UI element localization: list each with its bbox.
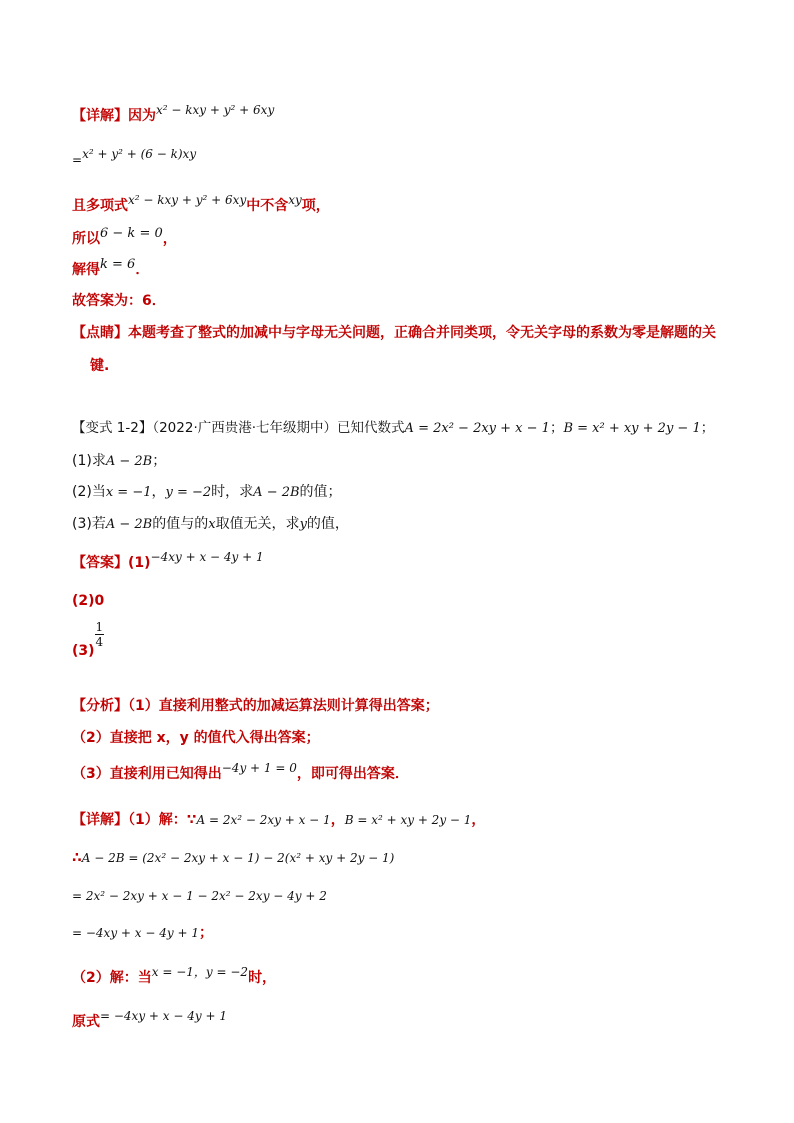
answer-a3 [72, 620, 104, 659]
detail2-l5-b: 时， [248, 970, 277, 986]
detail2-line4 [72, 923, 213, 943]
answer-tag: 【答案】 [72, 555, 128, 571]
detail1-line3-expr: x² − kxy + y² + 6xy [128, 193, 247, 207]
variant-end: ； [700, 420, 715, 436]
analysis-p3 [72, 761, 409, 784]
detail1-line2 [72, 147, 197, 170]
detail1-line6: 故答案为：6． [72, 293, 166, 309]
detail1-line5-a: 解得 [72, 262, 100, 278]
analysis-p2: （2）直接把 x，y 的值代入得出答案； [72, 730, 320, 746]
detail2-line5 [72, 965, 277, 988]
detail2-l4-end: ； [198, 925, 213, 941]
detail1-line3-c: 项， [301, 198, 330, 214]
variant-tag: 【变式 1-2】 [72, 420, 153, 436]
variant-q3-b: 的值与的 [152, 516, 209, 532]
variant-q3-d: 的值， [306, 516, 349, 532]
variant-q1 [72, 451, 166, 472]
variant-q1-a: (1)求 [72, 453, 106, 469]
detail1-intro: 因为 [128, 108, 156, 124]
answer-a1-label: (1) [128, 555, 151, 571]
detail2-l1-end: ， [471, 812, 486, 828]
variant-q3-y: y [299, 517, 307, 532]
detail2-l5-comma: ， [193, 965, 206, 979]
detail2-line3 [72, 886, 327, 906]
variant-q2 [72, 482, 342, 503]
detail2-l6-expr: = −4xy + x − 4y + 1 [100, 1009, 227, 1023]
answer-a3-fraction [95, 620, 105, 649]
variant-q3 [72, 514, 349, 535]
variant-q3-c: 取值无关，求 [215, 516, 300, 532]
detail1-line3-a: 且多项式 [72, 198, 128, 214]
variant-q1-b: ； [152, 453, 167, 469]
detail2-l6-a: 原式 [72, 1014, 100, 1030]
dianjing-text-1: 本题考查了整式的加减中与字母无关问题，正确合并同类项，令无关字母的系数为零是解题的关 [128, 325, 716, 341]
answer-a1-expr: −4xy + x − 4y + 1 [150, 550, 264, 564]
variant-q2-b: 时，求 [211, 484, 254, 500]
detail2-line6 [72, 1009, 227, 1032]
answer-line1 [72, 550, 264, 573]
variant-a-expr: A = 2x² − 2xy + x − 1 [404, 421, 550, 436]
detail2-l1-a: （1）解：∵ [128, 812, 197, 828]
analysis-p1: （1）直接利用整式的加减运算法则计算得出答案； [128, 698, 439, 714]
variant-q2-x: x = −1 [105, 485, 152, 500]
detail1-line5 [72, 257, 150, 281]
detail2-l2-expr: A − 2B = (2x² − 2xy + x − 1) − 2(x² + xy + 2y − 1) [81, 851, 395, 865]
detail1-line5-b: ． [135, 262, 150, 278]
detail1-line4-expr: 6 − k = 0 [100, 226, 163, 241]
detail1-expr1: x² − kxy + y² + 6xy [156, 103, 275, 117]
dianjing-tag: 【点睛】 [72, 325, 128, 341]
variant-q2-y: y = −2 [165, 485, 212, 500]
detail1-tag: 【详解】 [72, 108, 128, 124]
detail1-line4-b: ， [162, 231, 177, 247]
variant-q2-comma: ， [151, 484, 166, 500]
detail2-l2-a: ∴ [72, 850, 82, 866]
detail2-tag: 【详解】 [72, 812, 128, 828]
analysis-line1 [72, 696, 439, 716]
variant-q1-expr: A − 2B [105, 454, 153, 469]
detail2-line2 [72, 848, 394, 868]
variant-q2-c: 的值； [299, 484, 342, 500]
answer-a2: (2)0 [72, 593, 105, 609]
fraction-denominator: 4 [95, 635, 104, 649]
dianjing-line1 [72, 323, 716, 343]
analysis-p3-b: ，即可得出答案． [296, 766, 409, 782]
detail2-l1-expr-b: B = x² + xy + 2y − 1 [344, 813, 472, 827]
detail1-line4 [72, 226, 177, 250]
variant-q3-expr: A − 2B [105, 517, 153, 532]
detail2-l4-expr: = −4xy + x − 4y + 1 [72, 926, 199, 940]
detail2-l1-sep: ， [330, 812, 345, 828]
variant-q2-a: (2)当 [72, 484, 106, 500]
detail1-line3-term: xy [288, 193, 302, 207]
fraction-numerator: 1 [95, 620, 104, 634]
analysis-p3-a: （3）直接利用已知得出 [72, 766, 222, 782]
variant-q3-a: (3)若 [72, 516, 106, 532]
dianjing-line2: 键. [90, 358, 110, 374]
detail1-eq-prefix: = [72, 153, 83, 167]
detail2-l1-expr-a: A = 2x² − 2xy + x − 1 [196, 813, 331, 827]
detail2-l3-expr: = 2x² − 2xy + x − 1 − 2x² − 2xy − 4y + 2 [72, 889, 327, 903]
variant-title-line [72, 418, 714, 439]
detail2-l5-expr-x: x = −1 [151, 965, 194, 979]
detail1-line1 [72, 103, 275, 126]
detail1-line3 [72, 193, 330, 216]
analysis-p3-expr: −4y + 1 = 0 [221, 761, 297, 775]
detail1-line4-a: 所以 [72, 231, 100, 247]
answer-a3-label: (3) [72, 642, 95, 659]
variant-sep: ； [549, 420, 564, 436]
variant-q2-expr: A − 2B [253, 485, 300, 500]
analysis-tag: 【分析】 [72, 698, 128, 714]
detail1-line5-expr: k = 6 [100, 257, 136, 272]
detail2-l5-expr-y: y = −2 [205, 965, 249, 979]
detail1-expr2: x² + y² + (6 − k)xy [82, 147, 197, 161]
variant-q3-x: x [208, 517, 216, 532]
variant-b-expr: B = x² + xy + 2y − 1 [563, 421, 701, 436]
detail1-line3-b: 中不含 [246, 198, 289, 214]
detail2-l5-a: （2）解：当 [72, 970, 152, 986]
detail2-line1 [72, 810, 485, 830]
variant-intro: 已知代数式 [337, 420, 405, 436]
variant-source: （2022·广西贵港·七年级期中） [152, 420, 338, 436]
